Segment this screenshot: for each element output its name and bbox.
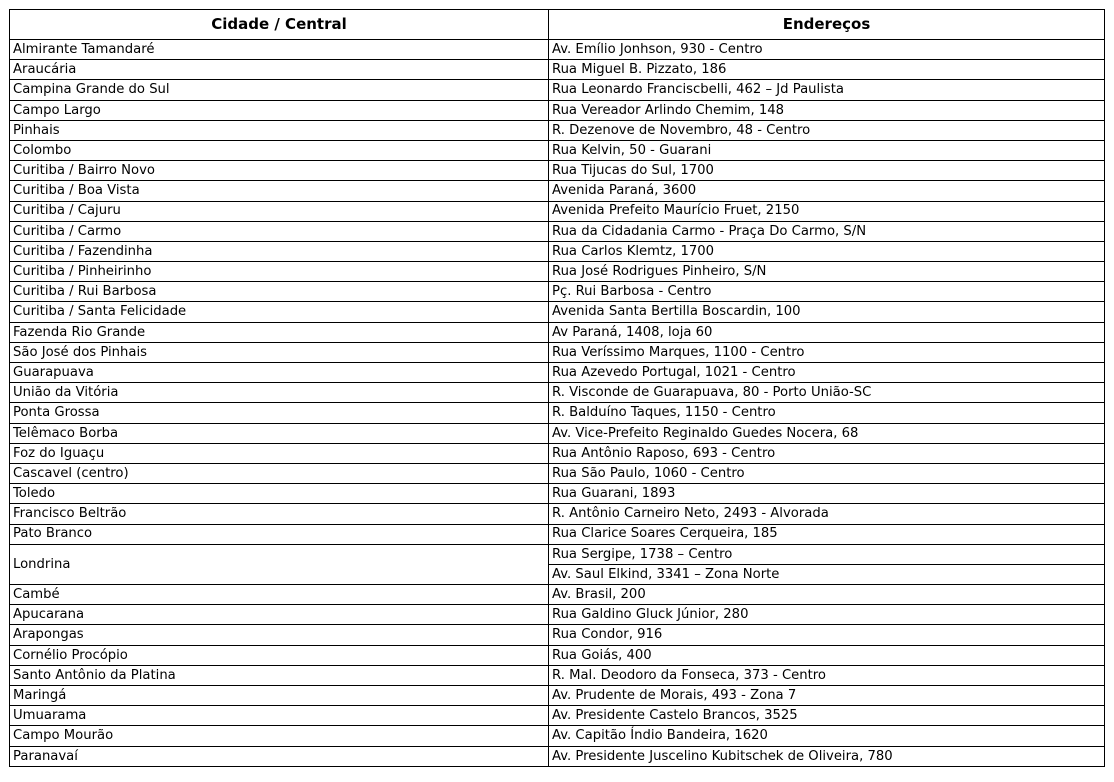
address-cell: Rua Condor, 916 (549, 625, 1105, 645)
address-cell: Rua Clarice Soares Cerqueira, 185 (549, 524, 1105, 544)
table-row (10, 403, 1105, 423)
address-cell: R. Mal. Deodoro da Fonseca, 373 - Centro (549, 665, 1105, 685)
table-row (10, 544, 1105, 564)
table-row (10, 40, 1105, 60)
address-cell: R. Balduíno Taques, 1150 - Centro (549, 403, 1105, 423)
address-cell: Av Paraná, 1408, loja 60 (549, 322, 1105, 342)
table-row (10, 302, 1105, 322)
city-cell: Francisco Beltrão (10, 504, 549, 524)
address-cell: R. Dezenove de Novembro, 48 - Centro (549, 120, 1105, 140)
column-header-city: Cidade / Central (10, 10, 549, 40)
table-row (10, 463, 1105, 483)
address-cell: Rua Azevedo Portugal, 1021 - Centro (549, 363, 1105, 383)
table-row (10, 120, 1105, 140)
city-cell: Foz do Iguaçu (10, 443, 549, 463)
table-body (10, 40, 1105, 767)
table-row (10, 625, 1105, 645)
table-row (10, 443, 1105, 463)
city-cell: Toledo (10, 484, 549, 504)
table-row (10, 706, 1105, 726)
table-row (10, 383, 1105, 403)
city-cell: Curitiba / Fazendinha (10, 241, 549, 261)
city-cell: Colombo (10, 140, 549, 160)
table-row (10, 80, 1105, 100)
table-header (10, 10, 1105, 40)
address-cell: Rua da Cidadania Carmo - Praça Do Carmo, S/N (549, 221, 1105, 241)
address-cell: Rua Vereador Arlindo Chemim, 148 (549, 100, 1105, 120)
address-cell: Rua Guarani, 1893 (549, 484, 1105, 504)
address-cell: Rua Veríssimo Marques, 1100 - Centro (549, 342, 1105, 362)
address-cell: Pç. Rui Barbosa - Centro (549, 282, 1105, 302)
city-cell: Campo Mourão (10, 726, 549, 746)
table-row (10, 504, 1105, 524)
city-cell: Ponta Grossa (10, 403, 549, 423)
column-header-address: Endereços (549, 10, 1105, 40)
table-row (10, 262, 1105, 282)
address-cell: Rua Sergipe, 1738 – Centro (549, 544, 1105, 564)
address-cell: Rua São Paulo, 1060 - Centro (549, 463, 1105, 483)
address-cell: Av. Brasil, 200 (549, 585, 1105, 605)
address-cell: Av. Vice-Prefeito Reginaldo Guedes Nocera, 68 (549, 423, 1105, 443)
table-row (10, 181, 1105, 201)
address-cell: Avenida Santa Bertilla Boscardin, 100 (549, 302, 1105, 322)
city-cell: Curitiba / Carmo (10, 221, 549, 241)
table-row (10, 161, 1105, 181)
city-cell: Pinhais (10, 120, 549, 140)
city-cell: Cascavel (centro) (10, 463, 549, 483)
table-row (10, 241, 1105, 261)
city-cell: Paranavaí (10, 746, 549, 766)
table-row (10, 686, 1105, 706)
address-cell: Av. Presidente Juscelino Kubitschek de Oliveira, 780 (549, 746, 1105, 766)
address-cell: Av. Presidente Castelo Brancos, 3525 (549, 706, 1105, 726)
address-cell: Rua Leonardo Franciscbelli, 462 – Jd Paulista (549, 80, 1105, 100)
city-cell: Guarapuava (10, 363, 549, 383)
address-cell: Av. Emílio Jonhson, 930 - Centro (549, 40, 1105, 60)
city-cell: Arapongas (10, 625, 549, 645)
table-row (10, 423, 1105, 443)
address-cell: Av. Capitão Índio Bandeira, 1620 (549, 726, 1105, 746)
table-row (10, 363, 1105, 383)
address-cell: R. Antônio Carneiro Neto, 2493 - Alvorada (549, 504, 1105, 524)
table-row (10, 746, 1105, 766)
address-cell: Rua Galdino Gluck Júnior, 280 (549, 605, 1105, 625)
header-row (10, 10, 1105, 40)
city-cell: Curitiba / Bairro Novo (10, 161, 549, 181)
city-cell: Cambé (10, 585, 549, 605)
address-cell: Rua Kelvin, 50 - Guarani (549, 140, 1105, 160)
city-cell: Campo Largo (10, 100, 549, 120)
table-row (10, 524, 1105, 544)
table-row (10, 140, 1105, 160)
table-row (10, 322, 1105, 342)
table-row (10, 726, 1105, 746)
table-row (10, 201, 1105, 221)
table-row (10, 60, 1105, 80)
address-cell: R. Visconde de Guarapuava, 80 - Porto União-SC (549, 383, 1105, 403)
city-cell: Fazenda Rio Grande (10, 322, 549, 342)
address-cell: Avenida Prefeito Maurício Fruet, 2150 (549, 201, 1105, 221)
city-cell: Almirante Tamandaré (10, 40, 549, 60)
address-cell: Rua Carlos Klemtz, 1700 (549, 241, 1105, 261)
city-cell: Cornélio Procópio (10, 645, 549, 665)
address-cell: Rua José Rodrigues Pinheiro, S/N (549, 262, 1105, 282)
city-cell: Londrina (10, 544, 549, 584)
table-row (10, 605, 1105, 625)
city-cell: Curitiba / Pinheirinho (10, 262, 549, 282)
address-table (9, 9, 1105, 767)
address-cell: Av. Prudente de Morais, 493 - Zona 7 (549, 686, 1105, 706)
city-cell: Santo Antônio da Platina (10, 665, 549, 685)
table-row (10, 342, 1105, 362)
table-row (10, 665, 1105, 685)
table-row (10, 585, 1105, 605)
city-cell: Curitiba / Boa Vista (10, 181, 549, 201)
table-row (10, 645, 1105, 665)
address-cell: Avenida Paraná, 3600 (549, 181, 1105, 201)
table-row (10, 221, 1105, 241)
address-cell: Av. Saul Elkind, 3341 – Zona Norte (549, 564, 1105, 584)
city-cell: Telêmaco Borba (10, 423, 549, 443)
city-cell: Pato Branco (10, 524, 549, 544)
address-cell: Rua Antônio Raposo, 693 - Centro (549, 443, 1105, 463)
city-cell: São José dos Pinhais (10, 342, 549, 362)
city-cell: União da Vitória (10, 383, 549, 403)
table-row (10, 484, 1105, 504)
city-cell: Araucária (10, 60, 549, 80)
address-cell: Rua Miguel B. Pizzato, 186 (549, 60, 1105, 80)
city-cell: Apucarana (10, 605, 549, 625)
table-row (10, 100, 1105, 120)
city-cell: Curitiba / Rui Barbosa (10, 282, 549, 302)
address-cell: Rua Tijucas do Sul, 1700 (549, 161, 1105, 181)
city-cell: Campina Grande do Sul (10, 80, 549, 100)
city-cell: Curitiba / Cajuru (10, 201, 549, 221)
address-cell: Rua Goiás, 400 (549, 645, 1105, 665)
city-cell: Umuarama (10, 706, 549, 726)
city-cell: Curitiba / Santa Felicidade (10, 302, 549, 322)
table-row (10, 282, 1105, 302)
city-cell: Maringá (10, 686, 549, 706)
